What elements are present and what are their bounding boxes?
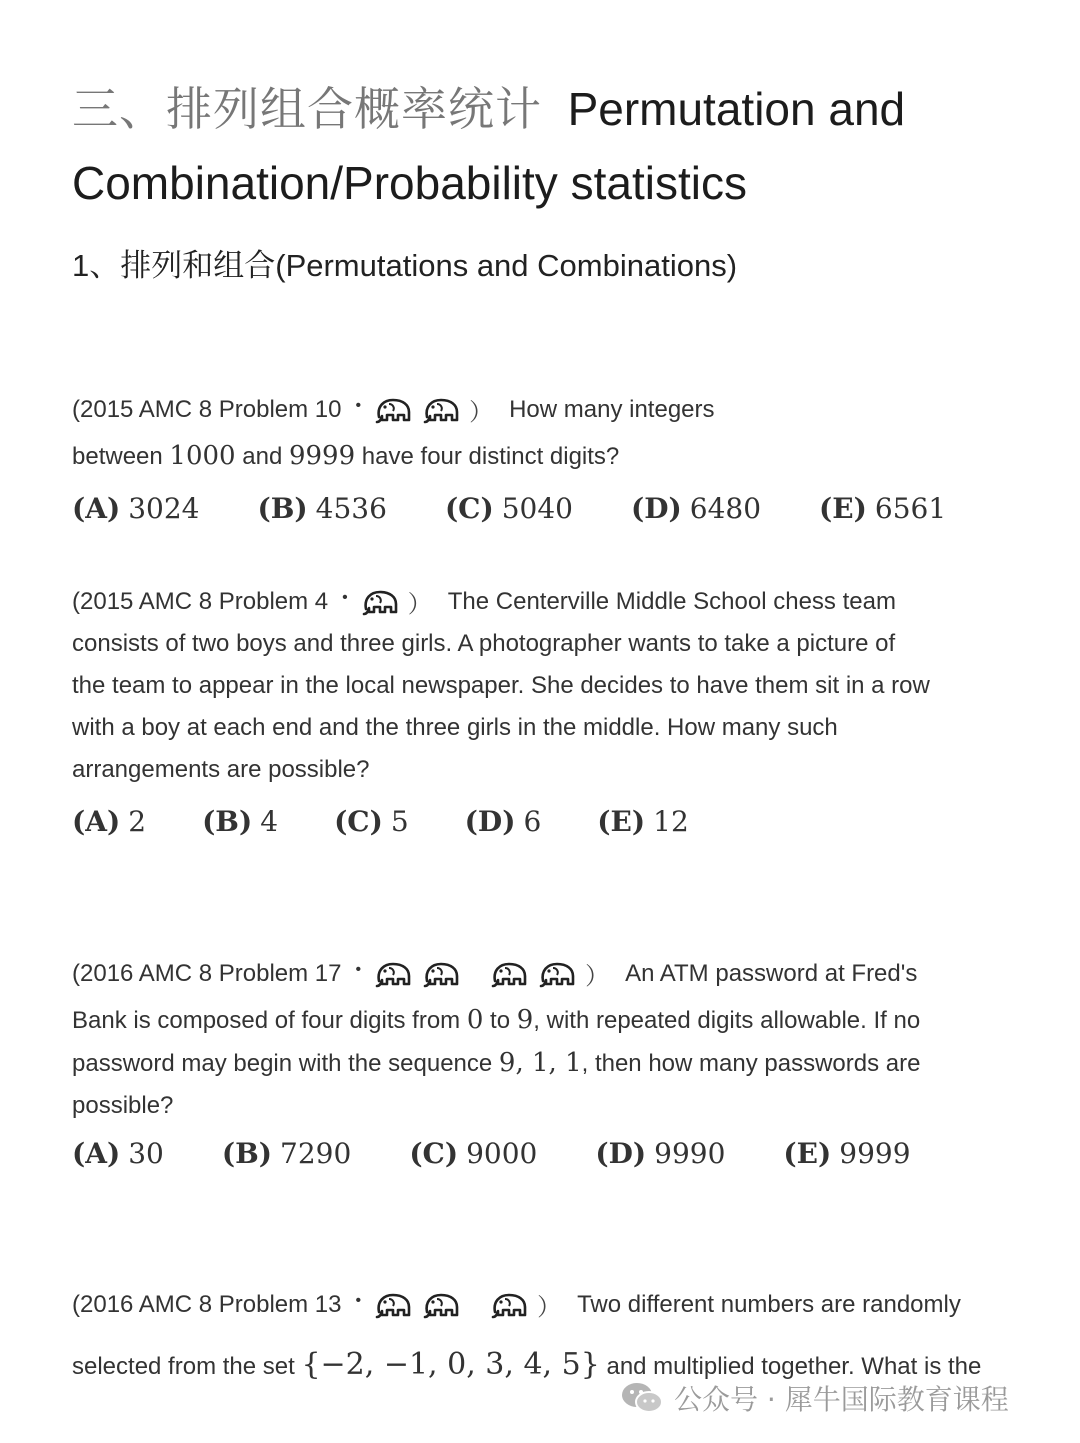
difficulty-rating (373, 959, 579, 989)
choice-b: (B) 4536 (257, 492, 387, 525)
elephant-difficulty-icon (373, 959, 415, 989)
problem-2015-10 (72, 392, 1022, 525)
problem-text-line: Bank is composed of four digits from 0 to 9, with repeated digits allowable. If no (72, 1005, 921, 1035)
problem-header (72, 1287, 1022, 1322)
problem-text-line: between 1000 and 9999 have four distinct digits? (72, 441, 620, 471)
problem-header (72, 584, 1022, 619)
choice-b: (B) 4 (202, 805, 279, 838)
elephant-difficulty-icon (421, 1290, 463, 1320)
choice-a: (A) 30 (72, 1137, 164, 1170)
problem-text-line: arrangements are possible? (72, 756, 370, 783)
choice-b: (B) 7290 (221, 1137, 352, 1170)
bullet: • (355, 396, 362, 414)
elephant-difficulty-icon (360, 587, 402, 617)
choice-d: (D) 9990 (595, 1137, 726, 1170)
answer-choices (72, 492, 1022, 525)
watermark-prefix: 公众号 · (674, 1383, 776, 1416)
elephant-difficulty-icon (537, 959, 579, 989)
choice-c: (C) 5040 (444, 492, 573, 525)
choice-e: (E) 12 (597, 805, 689, 838)
choice-c: (C) 5 (334, 805, 409, 838)
problem-2015-4 (72, 584, 1022, 838)
bullet: • (342, 588, 348, 606)
elephant-difficulty-icon (373, 1290, 415, 1320)
math-value: 1000 (169, 441, 236, 471)
answer-choices (72, 1137, 1022, 1170)
choice-c: (C) 9000 (409, 1137, 538, 1170)
watermark (620, 1378, 1009, 1418)
problem-text-body (72, 999, 1022, 1127)
elephant-difficulty-icon (489, 1290, 531, 1320)
difficulty-rating (373, 1290, 531, 1320)
problem-source: (2016 AMC 8 Problem 13 (72, 1290, 342, 1318)
math-value: 9, 1, 1 (498, 1048, 582, 1078)
answer-choices (72, 805, 1022, 838)
choice-a: (A) 2 (72, 805, 147, 838)
problem-text-line: possible? (72, 1092, 174, 1119)
close-paren: ） (537, 1294, 562, 1321)
choice-d: (D) 6 (464, 805, 542, 838)
close-paren: ） (585, 963, 610, 990)
choice-e: (E) 6561 (819, 492, 947, 525)
math-value: 9 (516, 1005, 534, 1035)
problem-text-body (72, 623, 1022, 791)
elephant-difficulty-icon (421, 959, 463, 989)
choice-d: (D) 6480 (630, 492, 762, 525)
problem-header (72, 956, 1022, 991)
problem-text-line: selected from the set {−2, −1, 0, 3, 4, 5} and multiplied together. What is the (72, 1347, 982, 1382)
math-value: 9999 (288, 441, 356, 471)
problem-text-line: the team to appear in the local newspaper. She decides to have them sit in a row (72, 672, 930, 699)
problem-text: Two different numbers are randomly (577, 1290, 961, 1318)
chapter-title-en: Permutation and Combination/Probability statistics (72, 83, 906, 209)
problem-2016-17 (72, 956, 1022, 1170)
chapter-title (72, 72, 1032, 220)
problem-header (72, 392, 1022, 427)
problem-text: The Centerville Middle School chess team (447, 587, 896, 615)
problem-text-line: with a boy at each end and the three girls in the middle. How many such (72, 714, 838, 741)
wechat-icon (620, 1380, 664, 1416)
problem-text: How many integers (509, 395, 715, 423)
problem-text: An ATM password at Fred's (625, 959, 918, 987)
problem-source: (2015 AMC 8 Problem 4 (72, 587, 329, 615)
difficulty-rating (373, 395, 463, 425)
close-paren: ） (469, 399, 494, 426)
math-value: 0 (466, 1005, 484, 1035)
section-title: 1、排列和组合(Permutations and Combinations) (72, 248, 738, 283)
elephant-difficulty-icon (421, 395, 463, 425)
problem-source: (2015 AMC 8 Problem 10 (72, 395, 342, 423)
problem-text-line: consists of two boys and three girls. A photographer wants to take a picture of (72, 630, 896, 657)
choice-a: (A) 3024 (72, 492, 200, 525)
close-paren: ） (407, 591, 432, 618)
watermark-name: 犀牛国际教育课程 (784, 1383, 1009, 1416)
problem-2016-13 (72, 1287, 1022, 1388)
problem-text-line: password may begin with the sequence 9, 1, 1, then how many passwords are (72, 1048, 921, 1078)
bullet: • (355, 1291, 362, 1309)
elephant-difficulty-icon (489, 959, 531, 989)
bullet: • (355, 960, 362, 978)
choice-e: (E) 9999 (783, 1137, 911, 1170)
difficulty-rating (360, 587, 402, 617)
chapter-title-zh: 三、排列组合概率统计 (72, 82, 542, 136)
problem-source: (2016 AMC 8 Problem 17 (72, 959, 342, 987)
elephant-difficulty-icon (373, 395, 415, 425)
math-set: {−2, −1, 0, 3, 4, 5} (301, 1347, 600, 1382)
